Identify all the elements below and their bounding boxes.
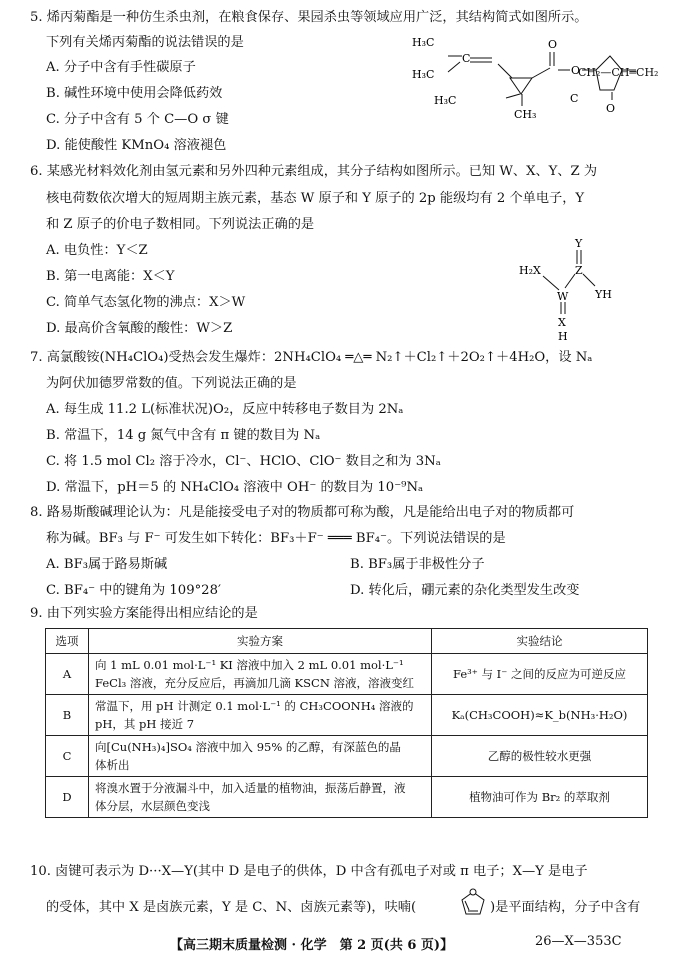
row-plan-line2: pH，其 pH 接近 7	[95, 717, 195, 731]
row-plan	[89, 736, 432, 777]
mol6-x-bottom: X	[558, 316, 566, 329]
q6-stem-line2: 核电荷数依次增大的短周期主族元素，基态 W 原子和 Y 原子的 2p 能级均有 2 个单电子，Y	[46, 191, 585, 206]
experiment-table	[45, 628, 648, 818]
row-conclusion: Fe³⁺ 与 I⁻ 之间的反应为可逆反应	[432, 654, 648, 695]
q7-stem-line1: 7. 高氯酸铵(NH₄ClO₄)受热会发生爆炸：2NH₄ClO₄ ═△═ N₂↑＋Cl₂↑＋2O₂↑＋4H₂O，设 Nₐ	[30, 350, 593, 365]
q7-option-a: A. 每生成 11.2 L(标准状况)O₂，反应中转移电子数目为 2Nₐ	[46, 402, 404, 417]
mol6-h2x: H₂X	[519, 264, 541, 277]
page-footer-code: 26—X—353C	[535, 934, 622, 949]
row-plan-line2: 体分层，水层颜色变浅	[95, 799, 210, 813]
row-conclusion: Kₐ(CH₃COOH)≈K_b(NH₃·H₂O)	[432, 695, 648, 736]
mol6-w: W	[557, 290, 569, 303]
q5-stem-line2: 下列有关烯丙菊酯的说法错误的是	[46, 35, 244, 50]
table-row	[46, 777, 648, 818]
row-conclusion: 乙醇的极性较水更强	[432, 736, 648, 777]
header-plan: 实验方案	[89, 629, 432, 654]
q5-option-c: C. 分子中含有 5 个 C—O σ 键	[46, 112, 229, 127]
q10-stem-line2-b: )是平面结构，分子中含有	[490, 900, 641, 915]
q8-option-a: A. BF₃属于路易斯碱	[46, 557, 168, 572]
q5-option-b: B. 碱性环境中使用会降低药效	[46, 86, 223, 101]
q8-stem-line2: 称为碱。BF₃ 与 F⁻ 可发生如下转化：BF₃＋F⁻ ═══ BF₄⁻。下列说法错误的是	[46, 531, 506, 546]
mol5-side-chain: CH₂—CH═CH₂	[578, 66, 659, 79]
q7-stem-line2: 为阿伏加德罗常数的值。下列说法正确的是	[46, 376, 297, 391]
row-option: D	[46, 777, 89, 818]
row-plan-line1: 将溴水置于分液漏斗中，加入适量的植物油，振荡后静置，液	[95, 781, 406, 795]
q10-stem-line1: 10. 卤键可表示为 D···X—Y(其中 D 是电子的供体，D 中含有孤电子对或 π 电子；X—Y 是电子	[30, 864, 588, 879]
table-row	[46, 654, 648, 695]
photosensitizer-structure-diagram	[515, 236, 635, 344]
table-row	[46, 695, 648, 736]
row-plan-line1: 常温下，用 pH 计测定 0.1 mol·L⁻¹ 的 CH₃COONH₄ 溶液的	[95, 699, 414, 713]
mol6-z: Z	[575, 264, 583, 277]
q5-option-a: A. 分子中含有手性碳原子	[46, 60, 196, 75]
mol6-yh: YH	[595, 288, 612, 301]
q10-stem-line2-a: 的受体，其中 X 是卤族元素，Y 是 C、N、卤族元素等)，呋喃(	[46, 900, 417, 915]
q8-stem-line1: 8. 路易斯酸碱理论认为：凡是能接受电子对的物质都可称为酸，凡是能给出电子对的物质都可	[30, 505, 575, 520]
q6-option-b: B. 第一电离能：X＜Y	[46, 269, 175, 284]
q9-stem: 9. 由下列实验方案能得出相应结论的是	[30, 606, 258, 621]
row-option: A	[46, 654, 89, 695]
row-conclusion: 植物油可作为 Br₂ 的萃取剂	[432, 777, 648, 818]
row-plan-line2: FeCl₃ 溶液，充分反应后，再滴加几滴 KSCN 溶液，溶液变红	[95, 676, 415, 690]
q8-option-d: D. 转化后，硼元素的杂化类型发生改变	[350, 583, 580, 598]
row-option: B	[46, 695, 89, 736]
row-plan	[89, 695, 432, 736]
mol6-h-bottom: H	[558, 330, 568, 343]
q7-option-b: B. 常温下，14 g 氮气中含有 π 键的数目为 Nₐ	[46, 428, 321, 443]
q6-option-d: D. 最高价含氧酸的酸性：W＞Z	[46, 321, 233, 336]
table-row	[46, 736, 648, 777]
mol5-c-eq: C	[462, 52, 471, 65]
mol6-y-top: Y	[575, 237, 583, 250]
mol5-o-keto: O	[606, 102, 616, 115]
mol5-h3c-top: H₃C	[412, 36, 435, 49]
row-option: C	[46, 736, 89, 777]
furan-ring-icon	[458, 888, 488, 918]
table-header-row	[46, 629, 648, 654]
q8-option-c: C. BF₄⁻ 中的键角为 109°28′	[46, 583, 221, 598]
row-plan-line1: 向[Cu(NH₃)₄]SO₄ 溶液中加入 95% 的乙醇，有深蓝色的晶	[95, 740, 401, 754]
q6-option-a: A. 电负性：Y＜Z	[46, 243, 148, 258]
header-conclusion: 实验结论	[432, 629, 648, 654]
q6-option-c: C. 简单气态氢化物的沸点：X＞W	[46, 295, 246, 310]
page-footer-title: 【高三期末质量检测 · 化学 第 2 页(共 6 页)】	[170, 938, 454, 953]
q5-option-d: D. 能使酸性 KMnO₄ 溶液褪色	[46, 138, 227, 153]
q6-stem-line3: 和 Z 原子的价电子数相同。下列说法正确的是	[46, 217, 315, 232]
mol5-o-carbonyl: O	[548, 38, 558, 51]
q7-option-d: D. 常温下，pH＝5 的 NH₄ClO₄ 溶液中 OH⁻ 的数目为 10⁻⁹Nₐ	[46, 480, 424, 495]
q6-stem-line1: 6. 某感光材料效化剂由氢元素和另外四种元素组成，其分子结构如图所示。已知 W、X、Y、Z 为	[30, 164, 598, 179]
mol5-h3c-ring: H₃C	[434, 94, 457, 107]
mol5-c-ring: C	[570, 92, 579, 105]
header-option: 选项	[46, 629, 89, 654]
row-plan-line2: 体析出	[95, 758, 130, 772]
row-plan-line1: 向 1 mL 0.01 mol·L⁻¹ KI 溶液中加入 2 mL 0.01 mol·L⁻¹	[95, 658, 404, 672]
q5-stem-line1: 5. 烯丙菊酯是一种仿生杀虫剂，在粮食保存、果园杀虫等领域应用广泛，其结构简式如图所示。	[30, 10, 588, 25]
q8-option-b: B. BF₃属于非极性分子	[350, 557, 485, 572]
mol5-o-ester: O	[571, 64, 581, 77]
q7-option-c: C. 将 1.5 mol Cl₂ 溶于冷水，Cl⁻、HClO、ClO⁻ 数目之和为 3Nₐ	[46, 454, 441, 469]
mol5-h3c-mid: H₃C	[412, 68, 435, 81]
row-plan	[89, 777, 432, 818]
row-plan	[89, 654, 432, 695]
mol5-ch3: CH₃	[514, 108, 537, 121]
